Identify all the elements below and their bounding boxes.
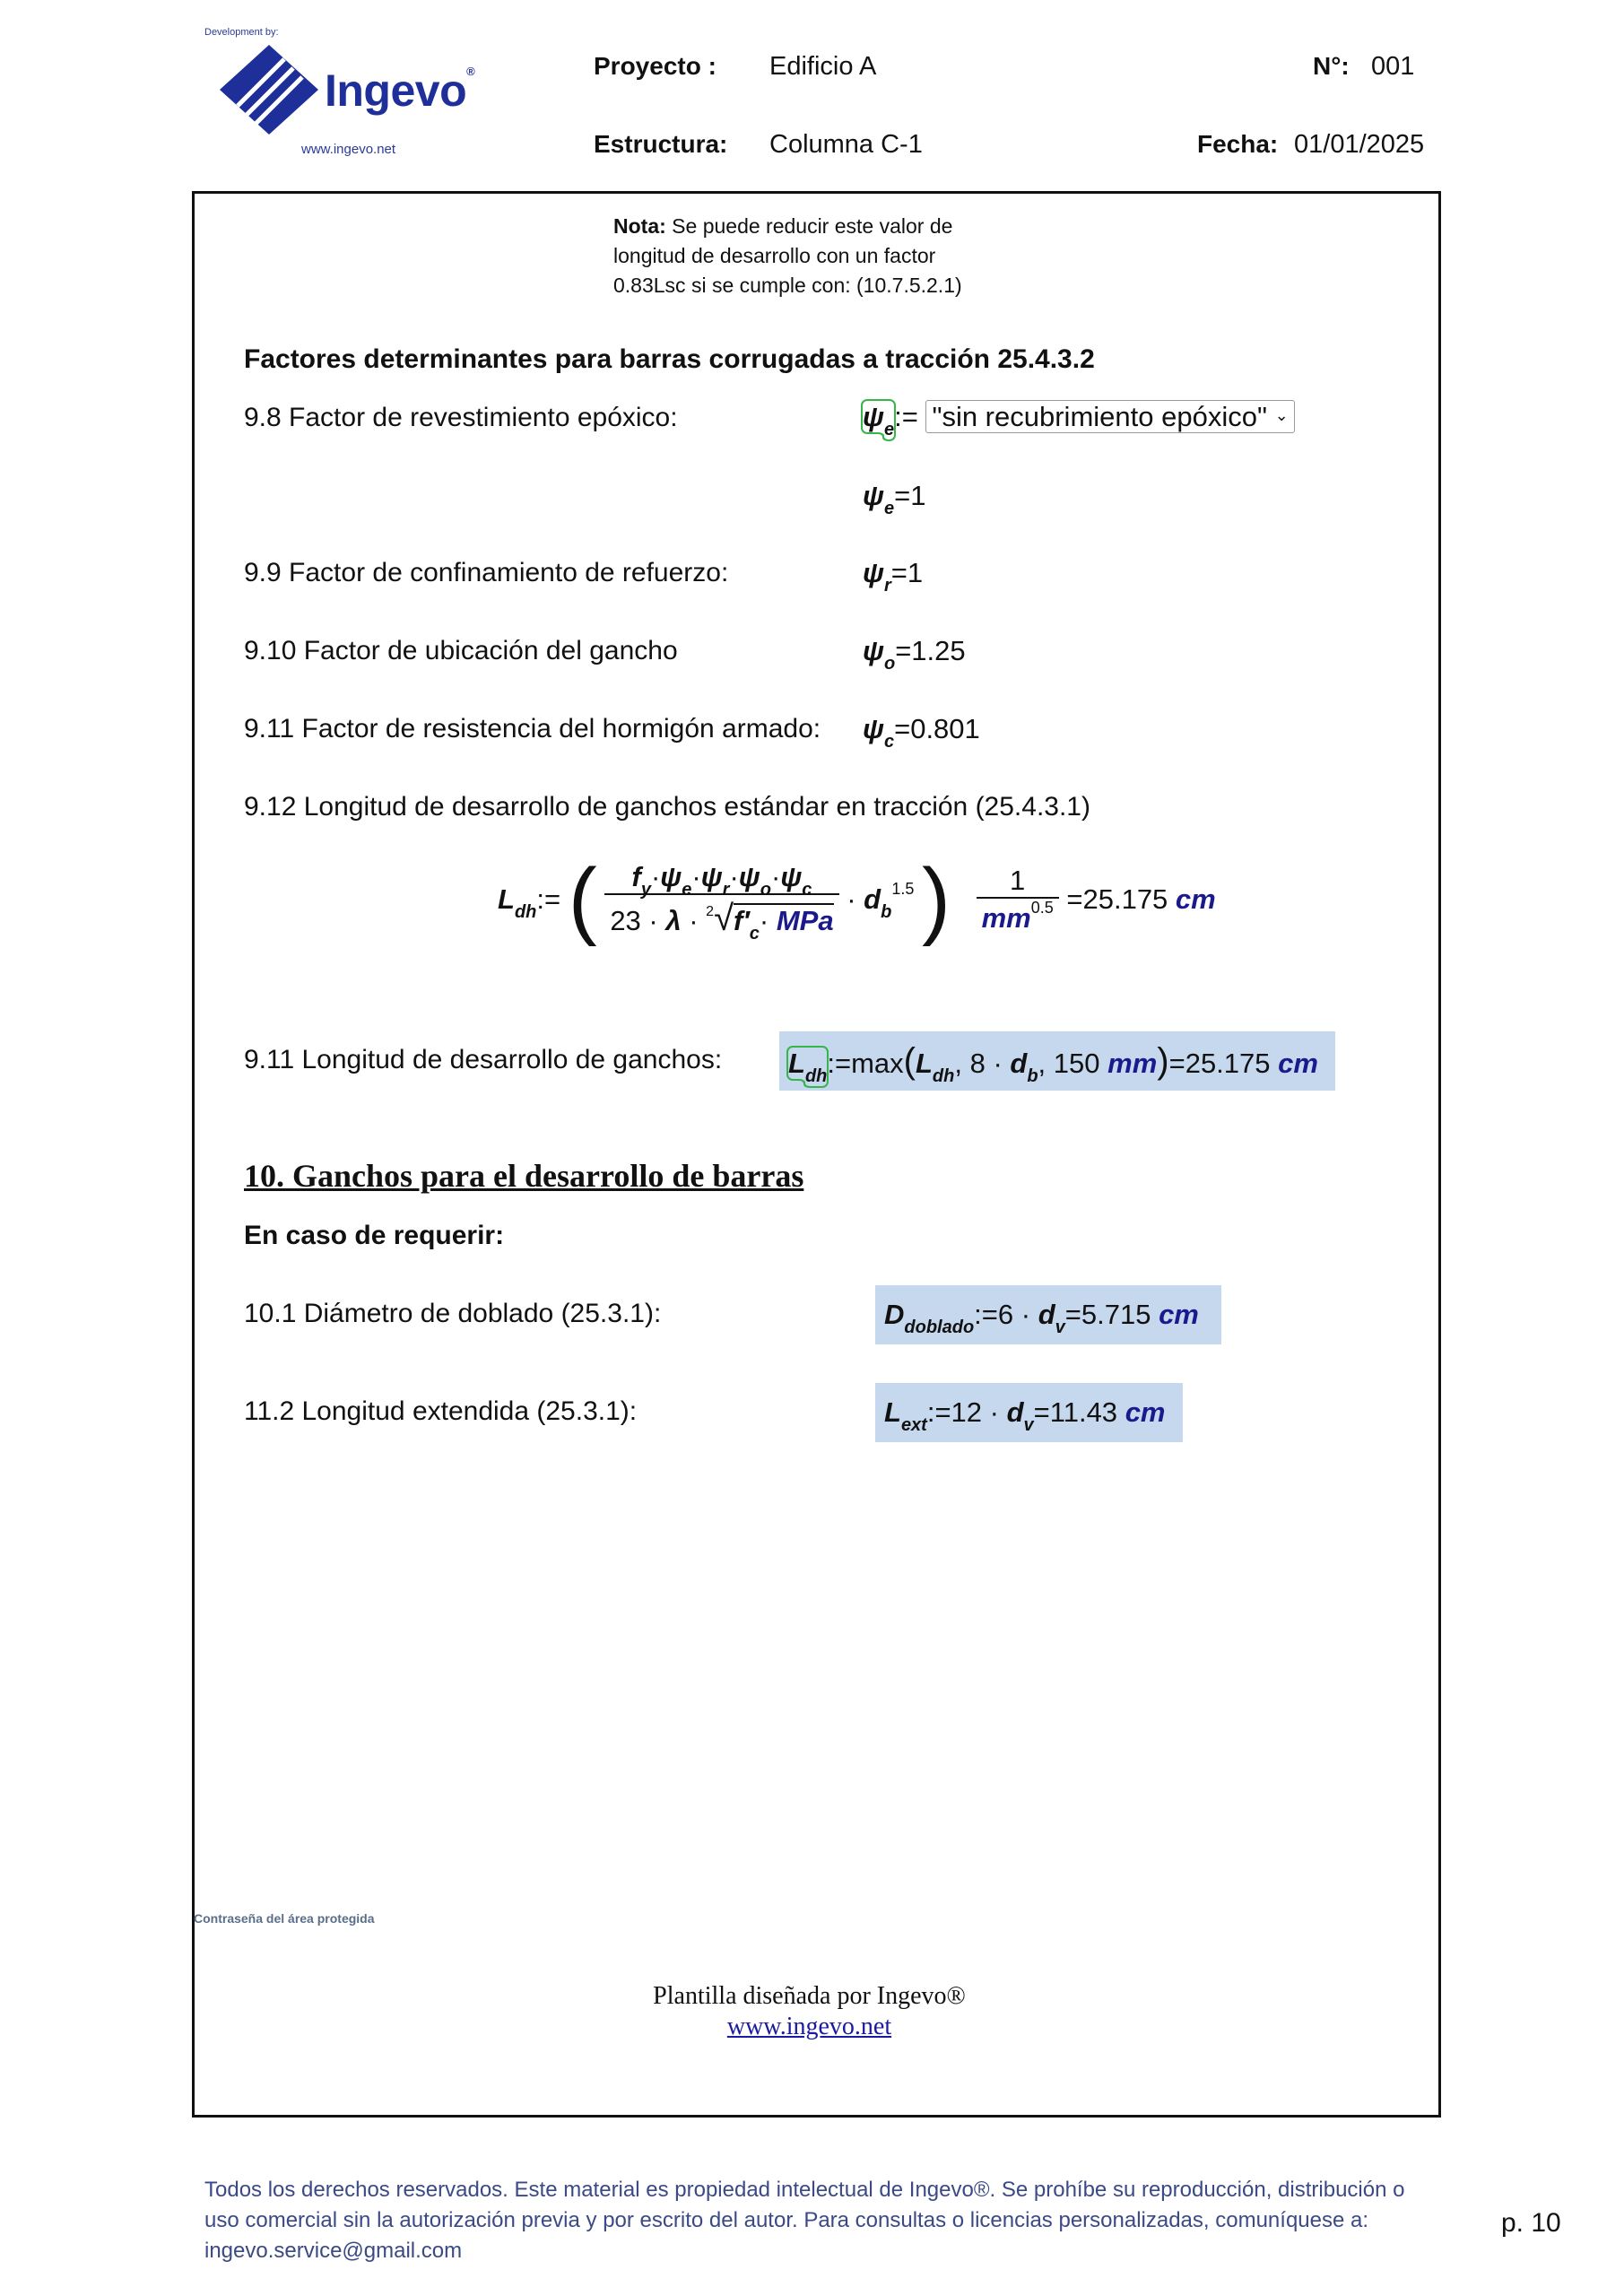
project-label: Proyecto :	[594, 52, 716, 80]
ingevo-logo-icon	[220, 45, 318, 135]
psi-e-result: $\psi_e=1$	[863, 480, 926, 518]
psi-o-result: $\psi_o=1.25$	[863, 635, 966, 674]
note-line-1: Se puede reducir este valor de	[672, 214, 953, 238]
db-exponent: 1.5	[891, 880, 915, 898]
section-10-title: 10. Ganchos para el desarrollo de barras	[244, 1158, 804, 1194]
psi-c-value: =0.801	[894, 713, 980, 744]
bend-diameter-expression: $D_{doblado}:=6 \cdot d_v=5.715$ cm	[875, 1285, 1221, 1344]
date-value: 01/01/2025	[1294, 130, 1425, 159]
ingevo-link[interactable]: www.ingevo.net	[726, 2013, 892, 2040]
bend-unit: cm	[1159, 1299, 1199, 1330]
legal-line-2: uso comercial sin la autorización previa y por escrito del autor. Para consultas o licencias personalizadas, comuníquese a:	[204, 2208, 1369, 2232]
epoxy-dropdown[interactable]	[925, 400, 1294, 433]
bend-result: =5.715	[1064, 1299, 1151, 1330]
mm-unit: mm	[981, 902, 1031, 934]
psi-r-value: =1	[890, 557, 924, 588]
hook-length-expression: $L_{dh}:=\max(L_{dh}$, $8 \cdot d_b$, 150 mm)=25.175 cm	[779, 1031, 1335, 1091]
unit-fraction-numerator: 1	[1010, 865, 1026, 896]
assign-operator: :=	[894, 401, 918, 432]
content-frame	[192, 191, 1441, 2118]
developed-by-label: Development by:	[204, 27, 279, 38]
number-label: N°:	[1313, 52, 1350, 80]
ldh-result: =25.175	[1066, 883, 1168, 915]
ext-symbol: L	[884, 1396, 901, 1428]
psi-r-result: $\psi_r=1$	[863, 557, 924, 596]
concrete-factor-label: 9.11 Factor de resistencia del hormigón armado:	[244, 714, 821, 744]
main-fraction	[604, 860, 838, 944]
extended-length-label: 11.2 Longitud extendida (25.3.1):	[244, 1396, 638, 1426]
legal-notice	[204, 2175, 1460, 2266]
section-10-subtitle: En caso de requerir:	[244, 1221, 505, 1250]
right-paren: )	[921, 851, 951, 947]
number-value: 001	[1371, 52, 1415, 81]
designed-by: Plantilla diseñada por Ingevo®	[653, 1982, 966, 2010]
extended-length-expression: $L_{ext}:=12 \cdot d_v=11.43$ cm	[875, 1383, 1183, 1442]
bend-expression: :=6	[974, 1299, 1014, 1330]
bend-symbol: D	[884, 1299, 905, 1330]
constant-150: , 150	[1038, 1048, 1100, 1079]
epoxy-factor-label: 9.8 Factor de revestimiento epóxico:	[244, 403, 678, 432]
hook-length-unit: cm	[1278, 1048, 1318, 1079]
ext-result: =11.43	[1033, 1396, 1118, 1428]
hook-length-label: 9.11 Longitud de desarrollo de ganchos:	[244, 1045, 723, 1074]
date-label: Fecha:	[1197, 130, 1279, 158]
mm-exponent: 0.5	[1030, 899, 1054, 917]
left-paren: (	[568, 851, 597, 947]
ldh-result-unit: cm	[1175, 883, 1216, 915]
note-line-2: longitud de desarrollo con un factor	[613, 244, 936, 267]
bend-subscript: doblado	[904, 1318, 975, 1337]
max-function: :=max	[827, 1048, 904, 1079]
hook-length-result: =25.175	[1168, 1048, 1271, 1079]
main-numerator: $f_y\cdot\psi_e\cdot\psi_r\cdot\psi_o\cdot\psi_c$	[631, 860, 812, 900]
epoxy-factor-definition	[863, 401, 1295, 439]
root-index: 2	[706, 903, 715, 919]
confinement-factor-label: 9.9 Factor de confinamiento de refuerzo:	[244, 558, 729, 587]
psi-e-value: =1	[894, 480, 926, 511]
ldh-formula: $L_{dh}:=$ ( $\frac{f_y\cdot\psi_e\cdot\psi_r\cdot\psi_o\cdot\psi_c}{23 \cdot \lambda \cdot ^2√f'_c\cdot MPa}$ · $d_b^{1.5}$ ) $\frac{1}{mm^{0.5}}$ =25.175 cm	[498, 851, 1216, 947]
location-factor-label: 9.10 Factor de ubicación del gancho	[244, 636, 678, 665]
ldh-subscript: dh	[514, 902, 537, 922]
mpa-unit: MPa	[776, 904, 834, 936]
ldh-variable[interactable]: $L_{dh}$	[788, 1048, 828, 1086]
ext-expression: :=12	[926, 1396, 983, 1428]
structure-value: Columna C-1	[769, 130, 923, 159]
chevron-down-icon: ⌄	[1274, 406, 1289, 424]
epoxy-dropdown-value: "sin recubrimiento epóxico"	[932, 401, 1267, 432]
project-value: Edificio A	[769, 52, 877, 81]
constant-23: 23	[610, 904, 641, 936]
sqrt-icon: √	[714, 898, 734, 938]
page-number: p. 10	[1501, 2208, 1561, 2238]
formula-assign: :=	[536, 883, 561, 915]
unit-fraction	[977, 865, 1059, 935]
ext-subscript: ext	[900, 1415, 927, 1435]
legal-line-1: Todos los derechos reservados. Este material es propiedad intelectual de Ingevo®. Se prohíbe su reproducción, distribución o	[204, 2178, 1405, 2202]
psi-o-value: =1.25	[895, 635, 966, 666]
legal-email: ingevo.service@gmail.com	[204, 2239, 463, 2263]
main-denominator: $23 \cdot \lambda \cdot ^2√f'_c\cdot$ MPa	[604, 893, 838, 939]
ext-unit: cm	[1125, 1396, 1166, 1428]
hook-mm-unit: mm	[1107, 1048, 1158, 1079]
bend-diameter-label: 10.1 Diámetro de doblado (25.3.1):	[244, 1299, 662, 1328]
ingevo-logo-text: Ingevo®	[325, 65, 475, 116]
factor-8: , 8	[954, 1048, 986, 1079]
psi-c-result: $\psi_c=0.801$	[863, 713, 980, 752]
note-block	[613, 212, 1026, 300]
unit-fraction-denominator	[977, 897, 1059, 935]
ldh-symbol: L	[498, 883, 515, 915]
factors-title: Factores determinantes para barras corrugadas a tracción 25.4.3.2	[244, 344, 1095, 374]
hook-development-title: 9.12 Longitud de desarrollo de ganchos estándar en tracción (25.4.3.1)	[244, 792, 1090, 822]
note-line-3: 0.83Lsc si se cumple con: (10.7.5.2.1)	[613, 274, 962, 297]
logo-url: www.ingevo.net	[301, 142, 396, 157]
structure-label: Estructura:	[594, 130, 728, 158]
protected-area-password[interactable]: Contraseña del área protegida	[194, 1911, 375, 1926]
psi-e-variable[interactable]: $\psi_e$	[863, 401, 895, 439]
note-label: Nota:	[613, 214, 666, 238]
